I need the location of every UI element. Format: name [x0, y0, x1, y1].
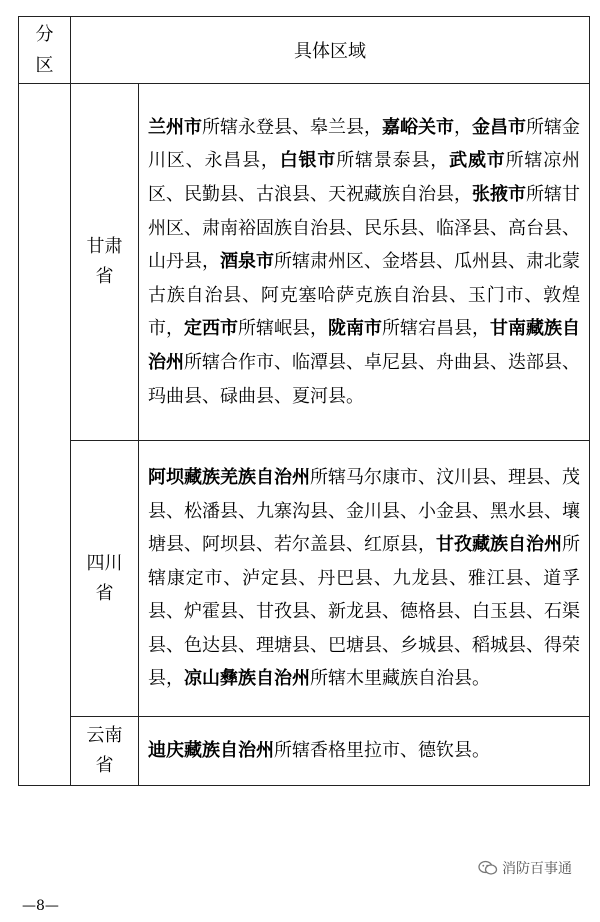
place-name-bold: 阿坝藏族羌族自治州 [148, 466, 310, 488]
table-row-sichuan [19, 441, 590, 717]
place-detail-text: 所辖合作市、临潭县、卓尼县、舟曲县、迭部县、玛曲县、碌曲县、夏河县。 [148, 351, 580, 407]
header-juti-quyu: 具体区域 [71, 17, 590, 84]
province-gansu: 甘肃 省 [71, 84, 139, 441]
wechat-icon [478, 860, 498, 876]
table-row-gansu [19, 84, 590, 441]
place-name-bold: 酒泉市 [220, 251, 274, 273]
place-detail-text: 所辖景泰县， [336, 150, 450, 172]
region-text-gansu [139, 84, 590, 441]
place-name-bold: 嘉峪关市 [382, 116, 454, 138]
place-name-bold: 定西市 [184, 318, 238, 340]
place-detail-text: ， [454, 116, 472, 138]
place-name-bold: 张掖市 [472, 184, 526, 206]
region-text-sichuan [139, 441, 590, 717]
place-name-bold: 兰州市 [148, 116, 202, 138]
place-detail-text: 所辖康定市、泸定县、丹巴县、九龙县、雅江县、道孚县、炉霍县、甘孜县、新龙县、德格县、白玉县、石渠县、色达县、理塘县、巴塘县、乡城县、稻城县、得荣县， [148, 534, 580, 690]
header-fenqu [19, 17, 71, 84]
watermark-text: 消防百事通 [502, 861, 572, 877]
table-row-yunnan [19, 717, 590, 786]
place-detail-text: 所辖岷县， [238, 318, 328, 340]
place-name-bold: 陇南市 [328, 318, 382, 340]
place-detail-text: 所辖香格里拉市、德钦县。 [274, 740, 490, 762]
place-name-bold: 金昌市 [472, 116, 526, 138]
place-detail-text: 所辖甘州区、肃南裕固族自治县、民乐县、临泽县、高台县、山丹县， [148, 184, 580, 273]
place-name-bold: 凉山彝族自治州 [184, 668, 310, 690]
zone-cell-empty [19, 84, 71, 786]
page-number: —8— [22, 898, 59, 914]
place-detail-text: 所辖马尔康市、汶川县、理县、茂县、松潘县、九寨沟县、金川县、小金县、黑水县、壤塘县、阿坝县、若尔盖县、红原县， [148, 466, 580, 556]
zone-table [18, 16, 590, 786]
province-yunnan: 云南 省 [71, 717, 139, 786]
table-header-row [19, 17, 590, 84]
place-detail-text: 所辖凉州区、民勤县、古浪县、天祝藏族自治县， [148, 150, 581, 206]
header-fenqu-text: 分 区 [35, 24, 54, 76]
place-detail-text: 所辖肃州区、金塔县、瓜州县、肃北蒙古族自治县、阿克塞哈萨克族自治县、玉门市、敦煌市， [148, 251, 580, 340]
watermark [478, 858, 572, 878]
place-name-bold: 甘南藏族自治州 [148, 318, 580, 373]
place-detail-text: 所辖木里藏族自治县。 [310, 668, 490, 690]
place-name-bold: 武威市 [449, 150, 506, 172]
place-detail-text: 所辖永登县、皋兰县， [202, 116, 382, 138]
province-sichuan: 四川 省 [71, 441, 139, 717]
place-name-bold: 甘孜藏族自治州 [436, 534, 562, 556]
place-name-bold: 白银市 [279, 150, 337, 172]
place-detail-text: 所辖宕昌县， [382, 318, 490, 340]
place-detail-text: 所辖金川区、永昌县， [148, 116, 580, 172]
place-name-bold: 迪庆藏族自治州 [148, 740, 274, 762]
region-text-yunnan [139, 717, 590, 786]
